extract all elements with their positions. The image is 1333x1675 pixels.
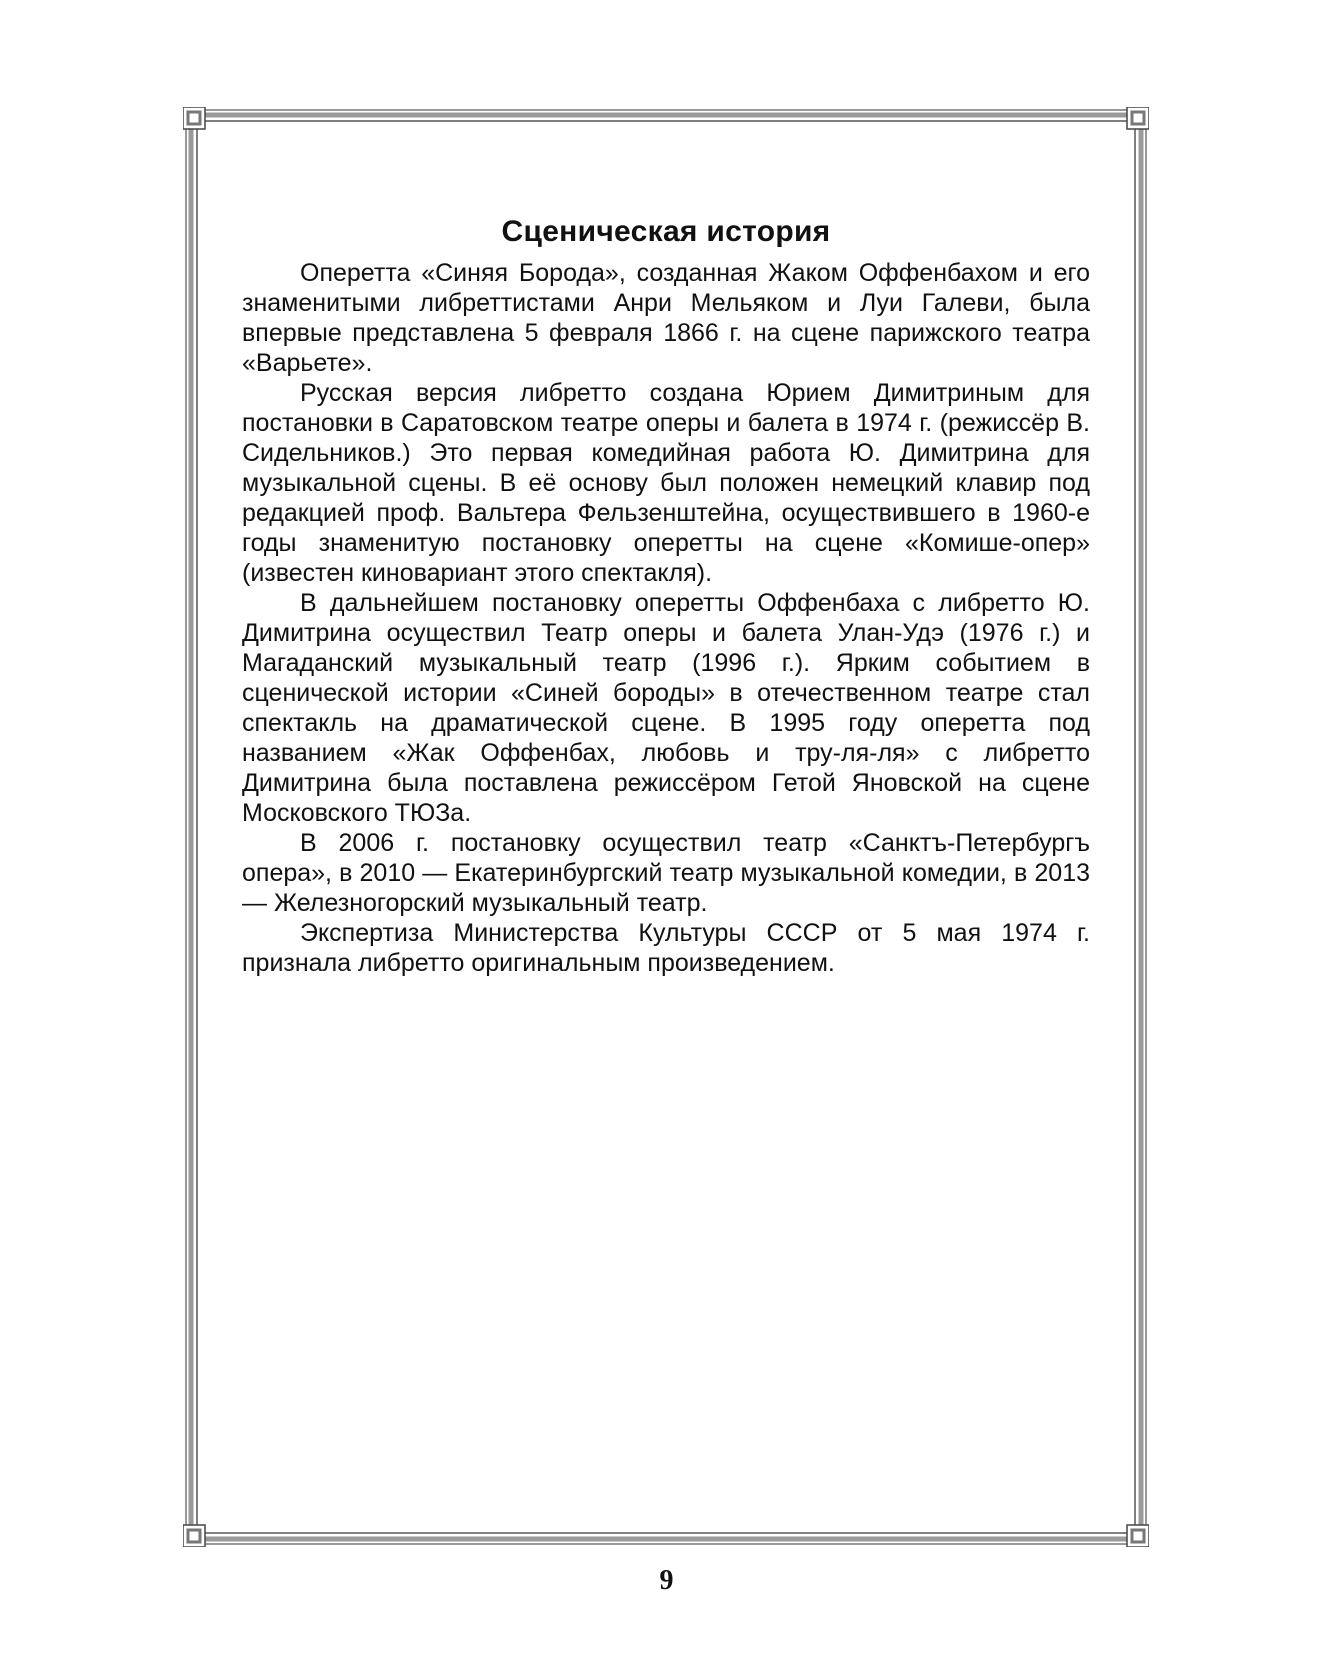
page-number: 9 (659, 1565, 674, 1596)
page-content (242, 210, 1090, 978)
paragraph-2: Русская версия либретто создана Юрием Димитриным для постановки в Саратовском театре оперы и балета в 1974 г. (режиссёр В. Сидельников.) Это первая комедийная работа Ю. Димитрина для музыкальной сцены. В её основу был положен немецкий клавир под редакцией проф. Вальтера Фельзенштейна, осуществившего в 1960-е годы знаменитую постановку оперетты на сцене «Комише-опер» (известен киновариант этого спектакля). (242, 379, 1090, 587)
section-title: Сценическая история (501, 215, 831, 248)
paragraph-4: В 2006 г. постановку осуществил театр «Санктъ-Петербургъ опера», в 2010 — Екатеринбургский театр музыкальной комедии, в 2013 — Железногорский музыкальный театр. (242, 829, 1090, 917)
paragraph-5: Экспертиза Министерства Культуры СССР от 5 мая 1974 г. признала либретто оригинальным произведением. (242, 919, 1090, 977)
paragraph-1: Оперетта «Синяя Борода», созданная Жаком Оффенбахом и его знаменитыми либреттистами Анри Мельяком и Луи Галеви, была впервые представлена 5 февраля 1866 г. на сцене парижского театра «Варьете». (242, 259, 1090, 377)
paragraph-3: В дальнейшем постановку оперетты Оффенбаха с либретто Ю. Димитрина осуществил Театр оперы и балета Улан-Удэ (1976 г.) и Магаданский музыкальный театр (1996 г.). Ярким событием в сценической истории «Синей бороды» в отечественном театре стал спектакль на драматической сцене. В 1995 году оперетта под названием «Жак Оффенбах, любовь и тру-ля-ля» с либретто Димитрина была поставлена режиссёром Гетой Яновской на сцене Московского ТЮЗа. (242, 589, 1090, 827)
